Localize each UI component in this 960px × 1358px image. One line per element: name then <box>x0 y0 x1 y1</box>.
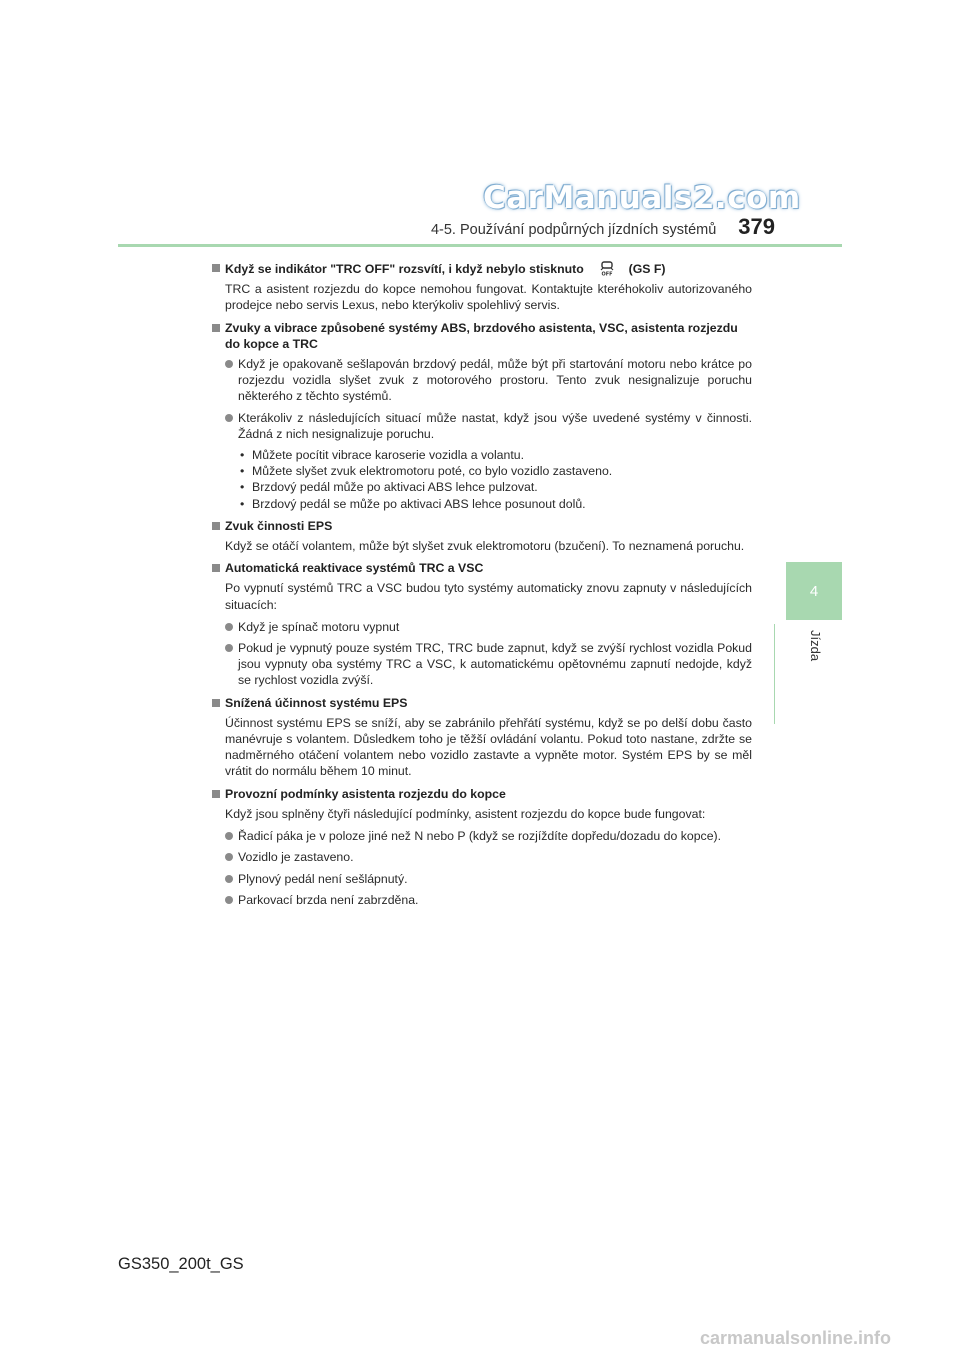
section-text: Když se otáčí volantem, může být slyšet zvuk elektromotoru (bzučení). To neznamená poruchu. <box>225 539 745 554</box>
heading-text: Zvuky a vibrace způsobené systémy ABS, brzdového asistenta, VSC, asistenta rozjezdu do kopce a TRC <box>225 320 738 351</box>
heading-text: Snížená účinnost systému EPS <box>225 695 408 710</box>
page-number: 379 <box>738 214 775 239</box>
heading-text: Automatická reaktivace systémů TRC a VSC <box>225 561 484 576</box>
list-item <box>212 410 752 442</box>
watermark-logo-top: CarManuals2.com <box>483 180 801 216</box>
svg-text:OFF: OFF <box>601 271 613 276</box>
list-item <box>212 871 752 887</box>
round-bullet-icon <box>225 832 233 840</box>
list-item-text: Kterákoliv z následujících situací může nastat, když jsou výše uvedené systémy v činnosti. Žádná z nich nesignalizuje poruchu. <box>238 410 752 441</box>
square-bullet-icon <box>212 790 220 798</box>
list-item <box>212 849 752 865</box>
model-code: GS350_200t_GS <box>118 1255 244 1273</box>
round-bullet-icon <box>225 360 233 368</box>
list-item-text: Když je spínač motoru vypnut <box>238 619 400 634</box>
chapter-divider <box>774 624 775 724</box>
sub-list <box>212 447 752 512</box>
watermark-bottom: carmanualsonline.info <box>700 1328 892 1348</box>
sub-list-item: • Můžete pocítit vibrace karoserie vozidla a volantu. <box>212 447 752 463</box>
round-bullet-icon <box>225 875 233 883</box>
round-bullet-icon <box>225 853 233 861</box>
page-header <box>340 214 775 244</box>
header-divider <box>118 244 842 247</box>
list-item <box>212 640 752 689</box>
section-heading <box>212 260 752 277</box>
list-item-text: Když je opakovaně sešlapován brzdový pedál, může být při startování motoru nebo krátce po rozjezdu vozidla slyšet zvuk z motorového prostoru. Tento zvuk nesignalizuje poruchu některého z těchto systémů. <box>238 357 752 404</box>
section-text: Když jsou splněny čtyři následující podmínky, asistent rozjezdu do kopce bude fungovat: <box>225 806 706 821</box>
square-bullet-icon <box>212 264 220 272</box>
square-bullet-icon <box>212 522 220 530</box>
section-text: Účinnost systému EPS se sníží, aby se zabránilo přehřátí systému, když se po delší dobu často manévruje s volantem. Důsledkem toho je těžší ovládání volantu. Pokud toto nastane, zdržte se nadměrného otáčení volantem nebo vozidlo zastavte a vypněte motor. Systém EPS by se měl vrátit do normálu během 10 minut. <box>225 715 752 779</box>
round-bullet-icon <box>225 623 233 631</box>
square-bullet-icon <box>212 564 220 572</box>
heading-text: Když se indikátor "TRC OFF" rozsvítí, i když nebylo stisknuto <box>225 262 584 276</box>
section-heading <box>212 695 752 711</box>
section-heading <box>212 560 752 576</box>
list-item-text: Plynový pedál není sešlápnutý. <box>238 871 408 886</box>
heading-suffix: (GS F) <box>628 262 666 276</box>
round-bullet-icon <box>225 896 233 904</box>
list-item <box>212 892 752 908</box>
square-bullet-icon <box>212 699 220 707</box>
sub-list-item: • Brzdový pedál se může po aktivaci ABS lehce posunout dolů. <box>212 496 752 512</box>
section-text: Po vypnutí systémů TRC a VSC budou tyto systémy automaticky znovu zapnuty v následujících situacích: <box>225 581 752 612</box>
chapter-number: 4 <box>809 582 819 600</box>
list-item-text: Pokud je vypnutý pouze systém TRC, TRC bude zapnut, když se zvýší rychlost vozidla Pokud jsou vypnuty oba systémy TRC a VSC, k automatickému opětovnému zapnutí nedojde, když se rychlost vozidla zvýší. <box>238 641 752 688</box>
round-bullet-icon <box>225 414 233 422</box>
list-item <box>212 828 752 844</box>
list-item <box>212 356 752 405</box>
list-item-text: Řadicí páka je v poloze jiné než N nebo P (když se rozjíždíte dopředu/dozadu do kopce). <box>238 829 722 844</box>
heading-text: Zvuk činnosti EPS <box>225 518 333 533</box>
section-text: TRC a asistent rozjezdu do kopce nemohou fungovat. Kontaktujte kteréhokoliv autorizovaného prodejce nebo servis Lexus, nebo kterýkoliv spolehlivý servis. <box>225 282 752 313</box>
chapter-label: Jízda <box>808 630 823 662</box>
sub-list-item: • Brzdový pedál může po aktivaci ABS lehce pulzovat. <box>212 479 752 495</box>
section-heading <box>212 320 752 352</box>
section-heading <box>212 786 752 802</box>
list-item-text: Parkovací brzda není zabrzděna. <box>238 892 419 907</box>
page-content <box>212 260 752 913</box>
sub-list-item: • Můžete slyšet zvuk elektromotoru poté, co bylo vozidlo zastaveno. <box>212 463 752 479</box>
square-bullet-icon <box>212 324 220 332</box>
section-title: 4-5. Používání podpůrných jízdních systémů <box>430 222 717 238</box>
trc-off-icon <box>599 260 615 276</box>
round-bullet-icon <box>225 644 233 652</box>
section-heading <box>212 518 752 534</box>
list-item-text: Vozidlo je zastaveno. <box>238 850 354 865</box>
heading-text: Provozní podmínky asistenta rozjezdu do kopce <box>225 786 506 801</box>
list-item <box>212 619 752 635</box>
chapter-tab <box>786 562 842 620</box>
